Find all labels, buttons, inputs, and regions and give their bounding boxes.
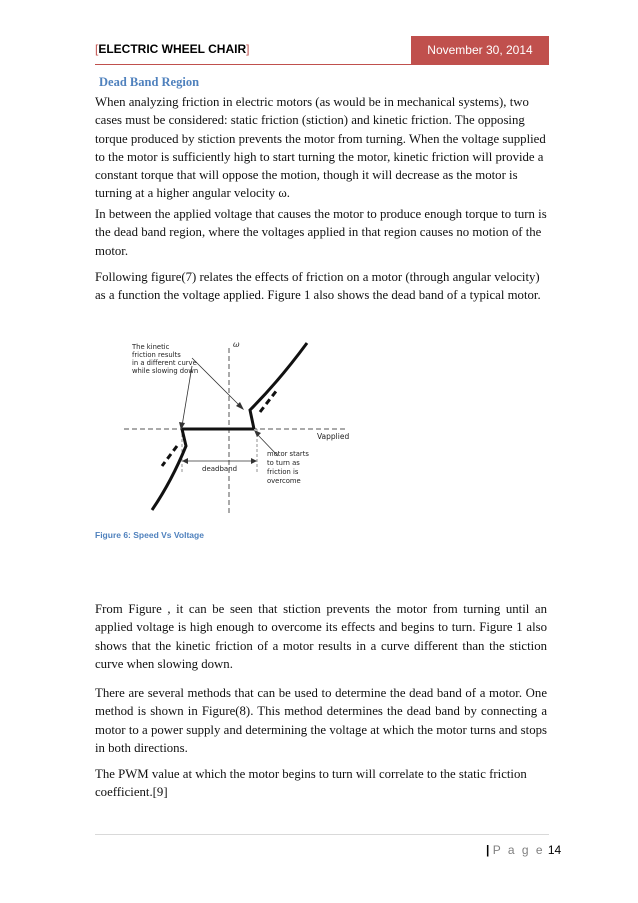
section-heading: Dead Band Region — [99, 75, 200, 89]
motor-note-line: overcome — [267, 477, 301, 485]
paragraph-dead-band-methods: There are several methods that can be used to determine the dead band of a motor. One method is shown in Figure(8). This method determines the dead band by connecting a motor to a power supply and determining the voltage at which the motor turns and stops in both directions. — [95, 686, 547, 755]
footer-divider — [95, 834, 549, 835]
kinetic-note-line: in a different curve — [132, 359, 197, 367]
header-title-text: ELECTRIC WHEEL CHAIR — [98, 42, 247, 56]
kinetic-note-line: friction results — [132, 351, 181, 359]
paragraph-stiction-analysis: From Figure , it can be seen that stiction prevents the motor from turning until an applied voltage is high enough to overcome its effects and begins to turn. Figure 1 also shows that the kinetic friction of a motor results in a curve different than the stiction curve when slowing down. — [95, 602, 547, 671]
footer-bar: | — [486, 843, 490, 857]
paragraph-friction-intro: When analyzing friction in electric motors (as would be in mechanical systems), two cases must be considered: static friction (stiction) and kinetic friction. The opposing torque produced by stiction prevents the motor from turning. When the voltage supplied to the motor is sufficiently high to start turning the motor, kinetic friction will provide a constant torque that will oppose the motion, though it will decrease as the motor is turning at a higher angular velocity ω. — [95, 95, 546, 201]
paragraph-figure-reference: Following figure(7) relates the effects of friction on a motor (through angular velocity) as a function the voltage applied. Figure 1 also shows the dead band of a typical motor. — [95, 270, 541, 303]
kinetic-note-line: while slowing down — [132, 367, 199, 375]
header-date-badge: November 30, 2014 — [411, 36, 549, 64]
motor-note-line: to turn as — [267, 459, 300, 467]
omega-label: ω — [233, 340, 240, 349]
figure-caption: Figure 6: Speed Vs Voltage — [95, 530, 204, 540]
page-footer — [486, 843, 561, 857]
speed-vs-voltage-figure — [122, 338, 350, 516]
header-title — [95, 42, 249, 56]
header-bracket-open: [ — [95, 42, 99, 56]
page-label: P a g e — [492, 843, 545, 857]
paragraph-pwm-value: The PWM value at which the motor begins to turn will correlate to the static friction coefficient.[9] — [95, 767, 527, 800]
page-number: 14 — [547, 843, 562, 857]
deadband-label: deadband — [202, 465, 238, 473]
motor-note-line: motor starts — [267, 450, 309, 458]
vapplied-label: Vapplied — [317, 432, 350, 441]
paragraph-dead-band: In between the applied voltage that causes the motor to produce enough torque to turn is the dead band region, where the voltages applied in that region causes no motion of the motor. — [95, 207, 547, 258]
kinetic-note-line: The kinetic — [132, 343, 170, 351]
header-divider — [95, 64, 549, 65]
header-bracket-close: ] — [246, 42, 250, 56]
motor-note-line: friction is — [267, 468, 299, 476]
